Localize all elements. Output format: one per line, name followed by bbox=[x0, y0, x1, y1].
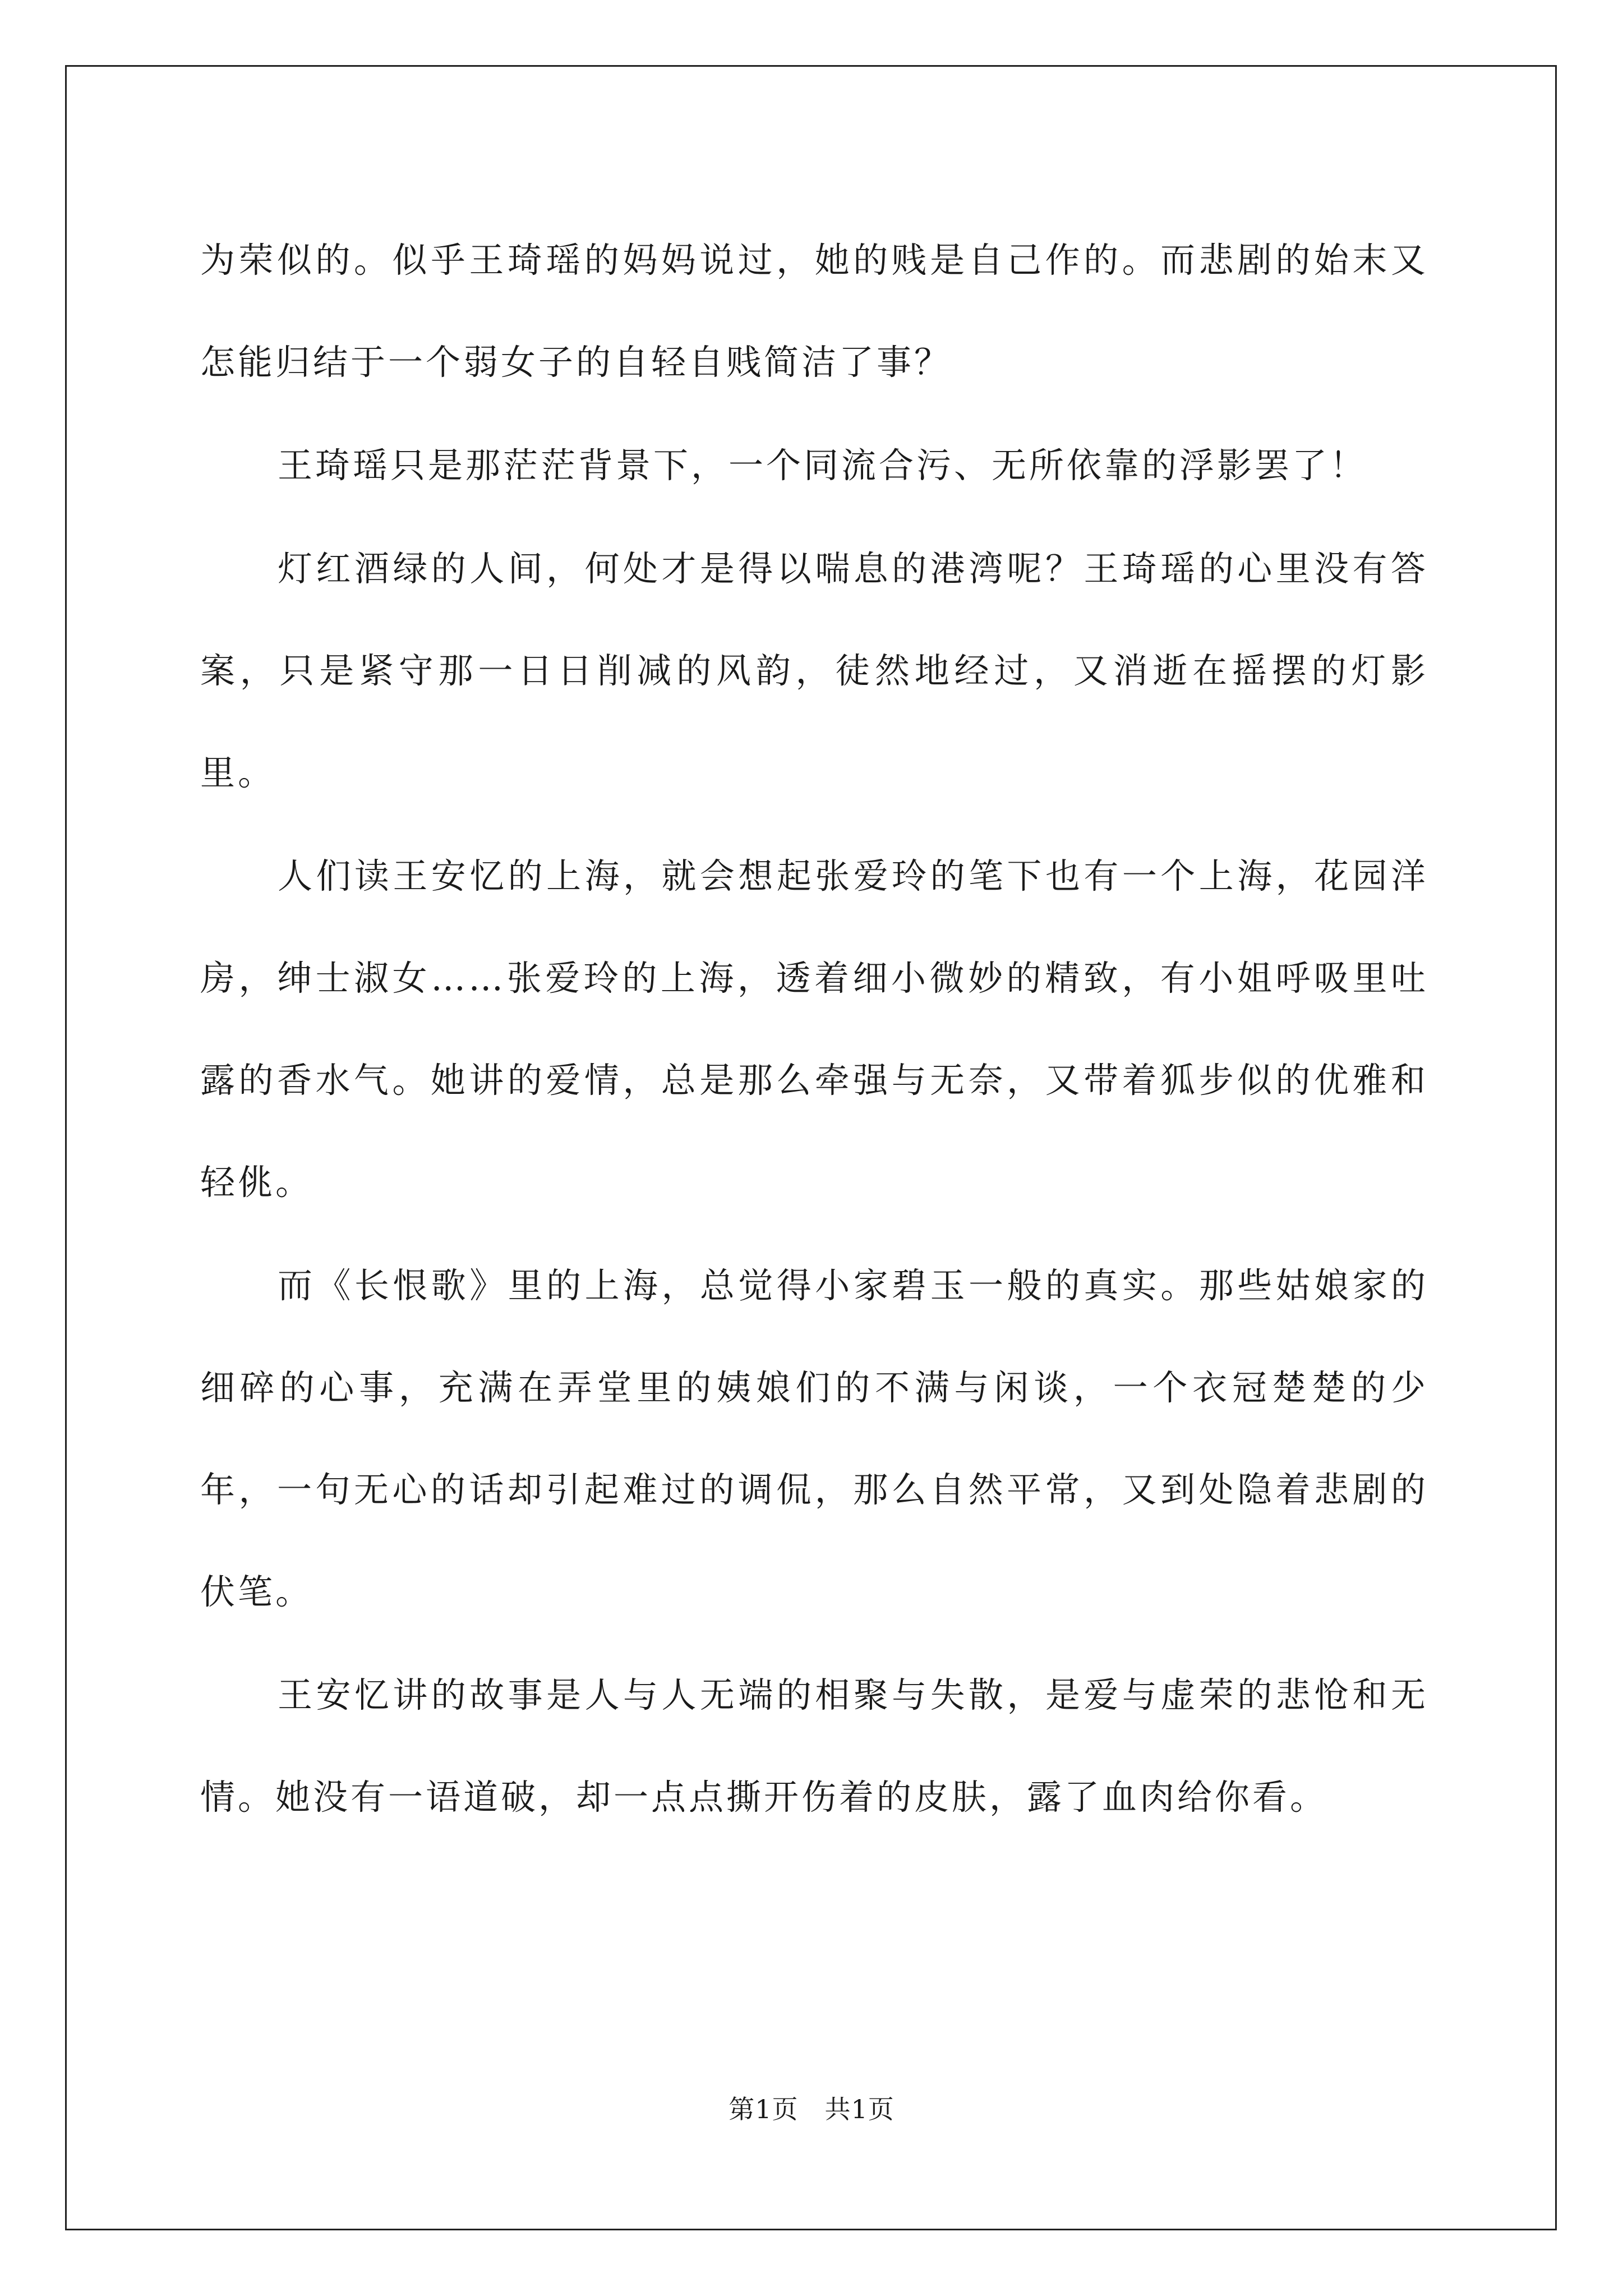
paragraph: 人们读王安忆的上海，就会想起张爱玲的笔下也有一个上海，花园洋房，绅士淑女……张爱玲的上海，透着细小微妙的精致，有小姐呼吸里吐露的香水气。她讲的爱情，总是那么牵强与无奈，又带着狐步似的优雅和轻佻。 bbox=[200, 855, 1428, 1203]
paragraph-continuation: 为荣似的。似乎王琦瑶的妈妈说过，她的贱是自己作的。而悲剧的始末又怎能归结于一个弱女子的自轻自贱简洁了事？ bbox=[200, 240, 1428, 383]
paragraph: 王安忆讲的故事是人与人无端的相聚与失散，是爱与虚荣的悲怆和无情。她没有一语道破，却一点点撕开伤着的皮肤，露了血肉给你看。 bbox=[200, 1674, 1428, 1818]
paragraph: 灯红酒绿的人间，何处才是得以喘息的港湾呢？王琦瑶的心里没有答案，只是紧守那一日日削减的风韵，徒然地经过，又消逝在摇摆的灯影里。 bbox=[200, 548, 1428, 793]
document-body bbox=[200, 209, 1428, 1848]
paragraph: 而《长恨歌》里的上海，总觉得小家碧玉一般的真实。那些姑娘家的细碎的心事，充满在弄堂里的姨娘们的不满与闲谈，一个衣冠楚楚的少年，一句无心的话却引起难过的调侃，那么自然平常，又到处隐着悲剧的伏笔。 bbox=[200, 1265, 1428, 1612]
page-number: 第1页 共1页 bbox=[728, 2094, 895, 2124]
paragraph: 王琦瑶只是那茫茫背景下，一个同流合污、无所依靠的浮影罢了！ bbox=[278, 445, 1368, 486]
